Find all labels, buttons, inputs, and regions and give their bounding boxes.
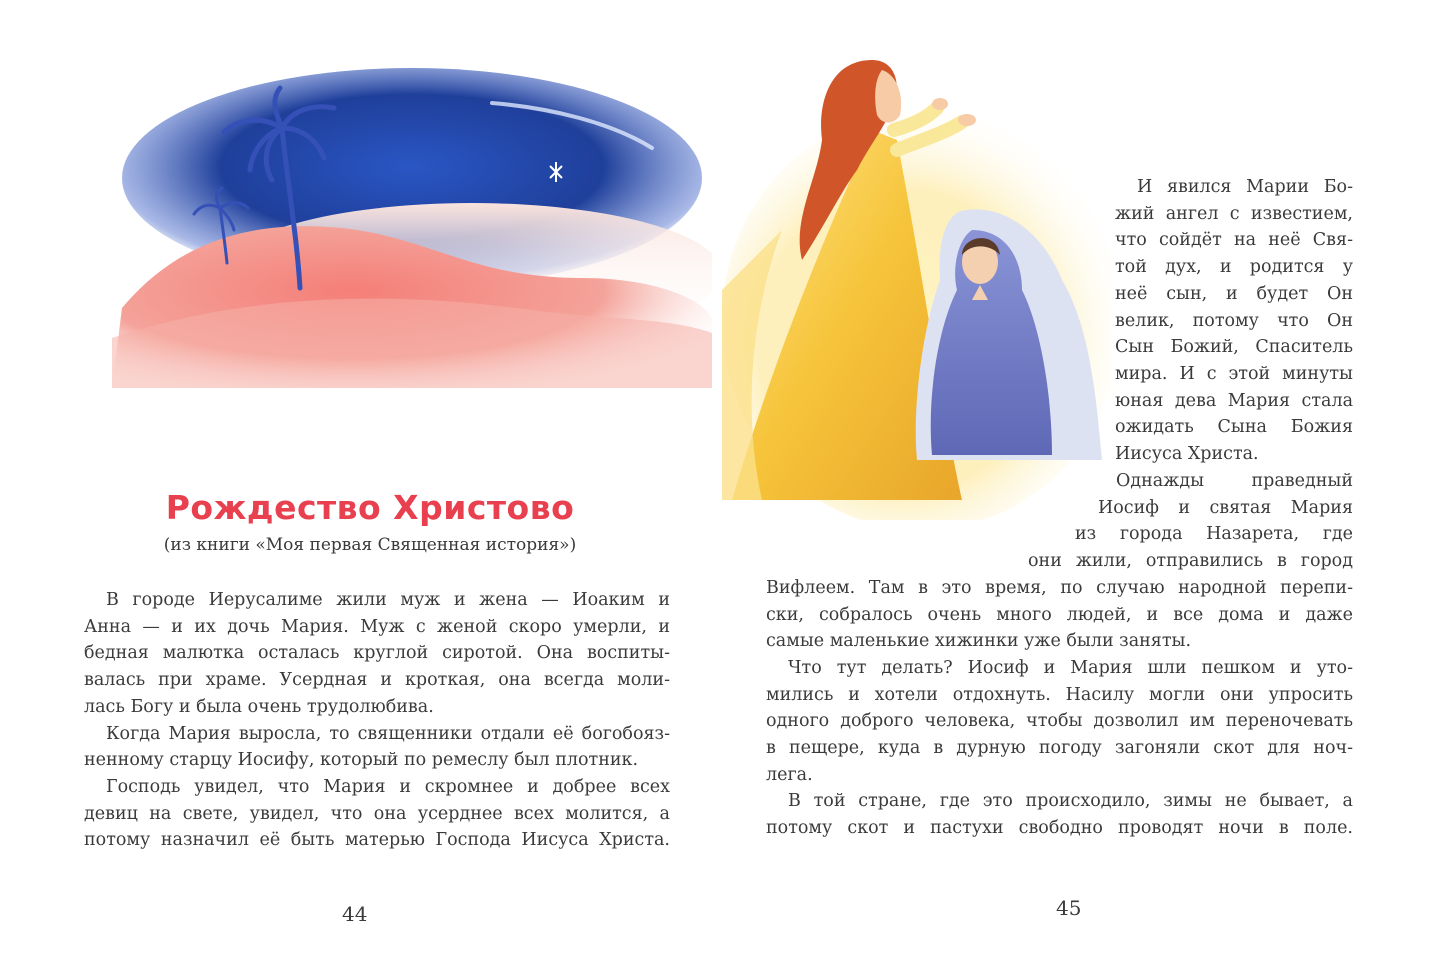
right-page bbox=[722, 0, 1445, 954]
left-page bbox=[0, 0, 722, 954]
text-line: потому назначил её быть матерью Господа Иисуса Христа. bbox=[84, 830, 670, 851]
desert-night-illustration bbox=[112, 48, 712, 388]
text-line: Иосиф и святая Мария bbox=[1098, 497, 1353, 518]
text-line: валась при храме. Усердная и кроткая, она всегда моли- bbox=[84, 670, 670, 691]
annunciation-illustration bbox=[722, 30, 1112, 520]
text-line: той дух, и родится у bbox=[1115, 257, 1353, 278]
story-subtitle: (из книги «Моя первая Священная история») bbox=[163, 535, 577, 555]
text-line: ски, собралось очень много людей, и все дома и даже bbox=[766, 604, 1353, 625]
text-line: одного доброго человека, чтобы дозволил им переночевать bbox=[766, 711, 1353, 732]
text-line: велик, потому что Он bbox=[1115, 310, 1353, 331]
text-line: Что тут делать? Иосиф и Мария шли пешком и уто- bbox=[788, 657, 1353, 678]
text-line: Анна — и их дочь Мария. Муж с женой скоро умерли, и bbox=[84, 616, 670, 637]
text-line: лась Богу и была очень трудолюбива. bbox=[84, 696, 434, 717]
text-line: жий ангел с известием, bbox=[1115, 203, 1353, 224]
text-line: Сын Божий, Спаситель bbox=[1115, 337, 1353, 358]
page-number-right: 45 bbox=[1056, 896, 1082, 920]
text-line: Господь увидел, что Мария и скромнее и добрее всех bbox=[106, 776, 670, 797]
text-line: самые маленькие хижинки уже были заняты. bbox=[766, 631, 1192, 652]
right-body-text bbox=[766, 468, 1353, 842]
left-body-text bbox=[84, 587, 670, 854]
text-line: В той стране, где это происходило, зимы не бывает, а bbox=[788, 791, 1353, 812]
text-line: Когда Мария выросла, то священники отдали её богобояз- bbox=[106, 723, 670, 744]
right-column-text bbox=[1115, 174, 1353, 468]
text-line: что сойдёт на неё Свя- bbox=[1115, 230, 1353, 251]
text-line: Вифлеем. Там в это время, по случаю народной перепи- bbox=[766, 577, 1353, 598]
text-line: мились и хотели отдохнуть. Насилу могли они упросить bbox=[766, 684, 1353, 705]
text-line: они жили, отправились в город bbox=[1028, 551, 1353, 572]
text-line: Иисуса Христа. bbox=[1115, 444, 1259, 465]
text-line: юная дева Мария стала bbox=[1115, 390, 1353, 411]
text-line: бедная малютка осталась круглой сиротой. Она воспиты- bbox=[84, 643, 670, 664]
text-line: ожидать Сына Божия bbox=[1115, 417, 1353, 438]
text-line: неё сын, и будет Он bbox=[1115, 283, 1353, 304]
text-line: мира. И с этой минуты bbox=[1115, 363, 1353, 384]
text-line: И явился Марии Бо- bbox=[1137, 177, 1353, 197]
text-line: в пещере, куда в дурную погоду загоняли скот для ноч- bbox=[766, 738, 1353, 759]
text-line: В городе Иерусалиме жили муж и жена — Иоаким и bbox=[106, 590, 670, 610]
text-line: ненному старцу Иосифу, который по ремеслу был плотник. bbox=[84, 750, 639, 771]
text-line: лега. bbox=[766, 764, 813, 785]
text-line: девиц на свете, увидел, что она усерднее всех молится, а bbox=[84, 803, 670, 824]
page-number-left: 44 bbox=[342, 902, 368, 926]
text-line: потому скот и пастухи свободно проводят ночи в поле. bbox=[766, 818, 1353, 839]
story-title: Рождество Христово bbox=[165, 488, 575, 527]
text-line: из города Назарета, где bbox=[1075, 524, 1353, 545]
text-line: Однажды праведный bbox=[1116, 471, 1353, 491]
